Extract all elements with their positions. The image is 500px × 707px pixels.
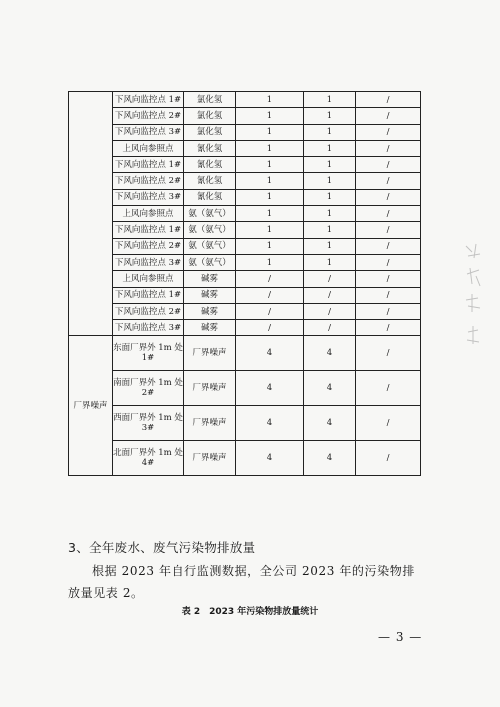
monitoring-point: 下风向监控点 3# <box>113 254 184 270</box>
value-cell: 1 <box>304 254 356 270</box>
pollutant: 厂界噪声 <box>184 406 236 441</box>
value-cell: / <box>356 140 421 156</box>
table-row <box>69 371 421 406</box>
value-cell: 1 <box>236 254 304 270</box>
seal-stamp-icon <box>462 240 484 350</box>
monitoring-point <box>113 336 184 371</box>
value-cell: / <box>356 124 421 140</box>
value-cell: / <box>356 271 421 287</box>
value-cell: / <box>356 206 421 222</box>
pollutant: 碱雾 <box>184 303 236 319</box>
monitoring-point: 下风向监控点 1# <box>113 222 184 238</box>
value-cell: 4 <box>236 406 304 441</box>
pollutant: 厂界噪声 <box>184 441 236 476</box>
table-row <box>69 222 421 238</box>
value-cell: / <box>304 320 356 336</box>
monitoring-point <box>113 371 184 406</box>
table-row <box>69 336 421 371</box>
point-line-2: 1# <box>141 353 155 364</box>
table-row <box>69 173 421 189</box>
monitoring-point: 上风向参照点 <box>113 206 184 222</box>
point-line-1: 南面厂界外 1m 处 <box>113 378 183 389</box>
table-row <box>69 140 421 156</box>
monitoring-point: 上风向参照点 <box>113 271 184 287</box>
point-line-2: 2# <box>141 388 155 399</box>
table-row <box>69 254 421 270</box>
pollutant: 碱雾 <box>184 320 236 336</box>
pollutant: 厂界噪声 <box>184 336 236 371</box>
value-cell: / <box>356 371 421 406</box>
value-cell: / <box>304 303 356 319</box>
table-row <box>69 303 421 319</box>
monitoring-point <box>113 441 184 476</box>
table-row <box>69 320 421 336</box>
value-cell: 1 <box>236 124 304 140</box>
value-cell: / <box>356 303 421 319</box>
value-cell: 1 <box>304 238 356 254</box>
pollutant: 碱雾 <box>184 287 236 303</box>
value-cell: / <box>356 189 421 205</box>
monitoring-point: 下风向监控点 2# <box>113 108 184 124</box>
section-heading: 3、全年废水、废气污染物排放量 <box>68 540 256 555</box>
table-row <box>69 124 421 140</box>
pollutant: 碱雾 <box>184 271 236 287</box>
table-row <box>69 157 421 173</box>
table-caption: 表 2 2023 年污染物排放量统计 <box>181 607 319 617</box>
monitoring-point: 下风向监控点 1# <box>113 92 184 108</box>
table-row <box>69 92 421 108</box>
monitoring-point <box>113 406 184 441</box>
page-number: — 3 — <box>378 630 423 644</box>
table-row <box>69 189 421 205</box>
value-cell: 4 <box>236 371 304 406</box>
value-cell: 1 <box>236 173 304 189</box>
pollutant: 氨（氨气） <box>184 206 236 222</box>
value-cell: 4 <box>304 406 356 441</box>
value-cell: 4 <box>304 371 356 406</box>
value-cell: / <box>304 287 356 303</box>
pollutant: 氨（氨气） <box>184 238 236 254</box>
value-cell: 4 <box>236 336 304 371</box>
pollutant: 氯化氢 <box>184 92 236 108</box>
monitoring-point: 下风向监控点 1# <box>113 157 184 173</box>
value-cell: / <box>236 287 304 303</box>
value-cell: 1 <box>304 157 356 173</box>
table-row <box>69 206 421 222</box>
pollutant: 氨（氨气） <box>184 222 236 238</box>
pollutant: 厂界噪声 <box>184 371 236 406</box>
value-cell: / <box>356 222 421 238</box>
value-cell: / <box>356 320 421 336</box>
table-row <box>69 108 421 124</box>
table-row <box>69 238 421 254</box>
point-line-2: 4# <box>141 458 155 469</box>
value-cell: / <box>236 271 304 287</box>
value-cell: 1 <box>304 124 356 140</box>
value-cell: 1 <box>304 140 356 156</box>
table-row <box>69 406 421 441</box>
table-row <box>69 287 421 303</box>
value-cell: 1 <box>304 108 356 124</box>
value-cell: 1 <box>236 157 304 173</box>
value-cell: 1 <box>236 189 304 205</box>
value-cell: / <box>356 173 421 189</box>
monitoring-point: 下风向监控点 2# <box>113 303 184 319</box>
monitoring-point: 下风向监控点 3# <box>113 189 184 205</box>
pollutant: 氯化氢 <box>184 108 236 124</box>
monitoring-point: 下风向监控点 2# <box>113 238 184 254</box>
noise-category-cell: 厂界噪声 <box>69 336 113 476</box>
pollutant: 氯化氢 <box>184 124 236 140</box>
value-cell: 1 <box>236 222 304 238</box>
table-row <box>69 271 421 287</box>
value-cell: 1 <box>236 92 304 108</box>
value-cell: 1 <box>304 92 356 108</box>
pollutant: 氰化氢 <box>184 140 236 156</box>
monitoring-point: 下风向监控点 3# <box>113 320 184 336</box>
value-cell: 1 <box>236 238 304 254</box>
value-cell: 1 <box>236 108 304 124</box>
value-cell: / <box>356 441 421 476</box>
value-cell: / <box>356 254 421 270</box>
monitoring-table <box>68 91 421 476</box>
value-cell: / <box>356 406 421 441</box>
monitoring-point: 下风向监控点 3# <box>113 124 184 140</box>
table-row <box>69 441 421 476</box>
body-paragraph: 根据 2023 年自行监测数据，全公司 2023 年的污染物排放量见表 2。 <box>68 564 415 600</box>
value-cell: 4 <box>236 441 304 476</box>
value-cell: 4 <box>304 441 356 476</box>
category-cell-empty <box>69 92 113 336</box>
value-cell: / <box>356 92 421 108</box>
pollutant: 氰化氢 <box>184 173 236 189</box>
value-cell: / <box>356 238 421 254</box>
monitoring-point: 下风向监控点 1# <box>113 287 184 303</box>
value-cell: 1 <box>304 173 356 189</box>
value-cell: 1 <box>304 206 356 222</box>
pollutant: 氰化氢 <box>184 189 236 205</box>
monitoring-point: 下风向监控点 2# <box>113 173 184 189</box>
value-cell: / <box>356 157 421 173</box>
value-cell: / <box>304 271 356 287</box>
point-line-1: 东面厂界外 1m 处 <box>113 343 183 354</box>
value-cell: / <box>356 108 421 124</box>
pollutant: 氰化氢 <box>184 157 236 173</box>
value-cell: / <box>356 287 421 303</box>
monitoring-point: 上风向参照点 <box>113 140 184 156</box>
point-line-1: 北面厂界外 1m 处 <box>113 448 183 459</box>
value-cell: 1 <box>304 222 356 238</box>
value-cell: / <box>236 303 304 319</box>
pollutant: 氨（氨气） <box>184 254 236 270</box>
value-cell: / <box>236 320 304 336</box>
value-cell: 1 <box>236 140 304 156</box>
value-cell: 1 <box>304 189 356 205</box>
point-line-1: 西面厂界外 1m 处 <box>113 413 183 424</box>
point-line-2: 3# <box>141 423 155 434</box>
value-cell: 4 <box>304 336 356 371</box>
value-cell: 1 <box>236 206 304 222</box>
value-cell: / <box>356 336 421 371</box>
